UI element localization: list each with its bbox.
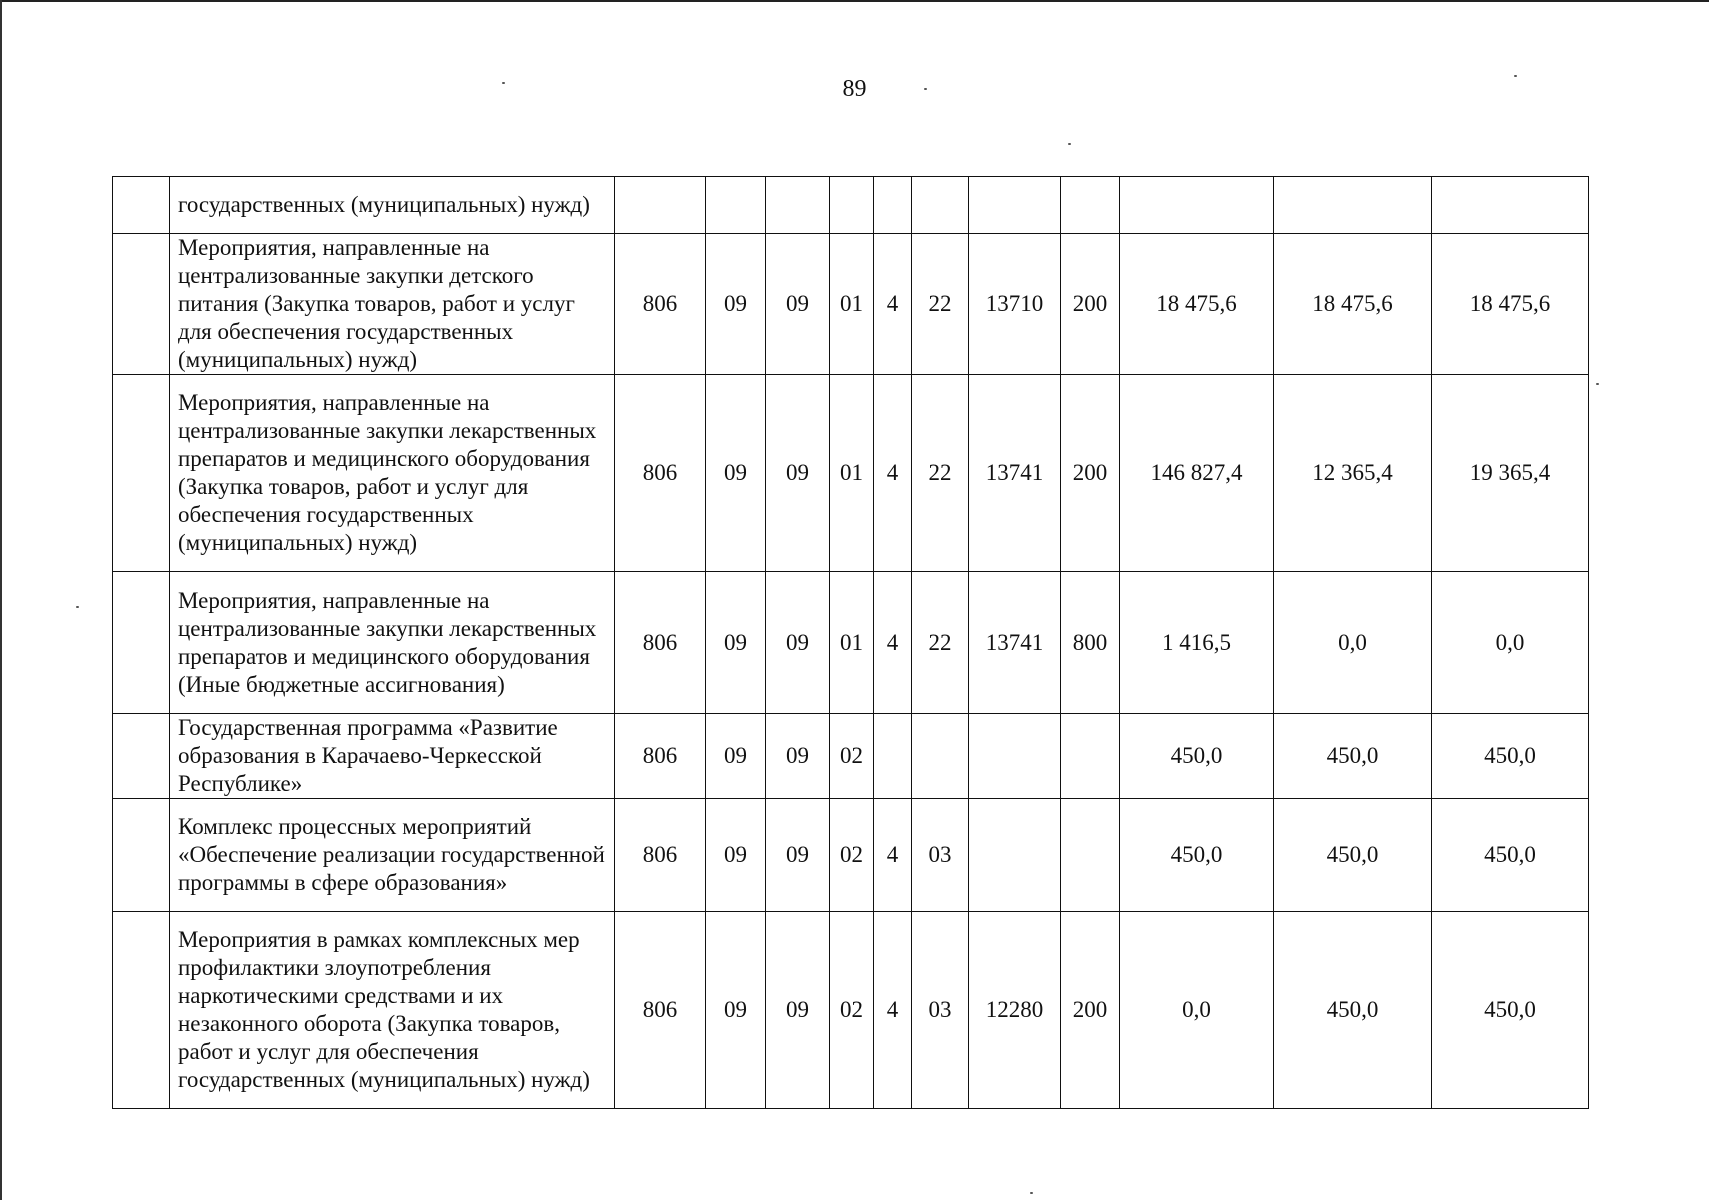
table-row [113, 799, 1589, 912]
code-ministry: 806 [615, 234, 706, 375]
code-program: 02 [830, 714, 874, 799]
code-subprogram [912, 714, 969, 799]
code-subsection [766, 177, 830, 234]
table-body [113, 177, 1589, 1109]
code-type: 4 [874, 234, 912, 375]
blank-cell [113, 572, 170, 714]
amount-year-3 [1432, 177, 1589, 234]
code-direction: 13741 [969, 375, 1061, 572]
table-row [113, 912, 1589, 1109]
code-expense-type [1061, 799, 1120, 912]
code-ministry: 806 [615, 375, 706, 572]
code-type: 4 [874, 572, 912, 714]
code-direction [969, 177, 1061, 234]
scan-speck [502, 82, 505, 84]
amount-year-2: 0,0 [1274, 572, 1432, 714]
scan-speck [1030, 1192, 1033, 1194]
scan-speck [924, 88, 927, 90]
code-expense-type: 200 [1061, 234, 1120, 375]
code-subsection: 09 [766, 572, 830, 714]
code-program: 01 [830, 375, 874, 572]
code-ministry: 806 [615, 714, 706, 799]
amount-year-2 [1274, 177, 1432, 234]
code-program: 02 [830, 912, 874, 1109]
amount-year-1: 18 475,6 [1120, 234, 1274, 375]
code-ministry: 806 [615, 799, 706, 912]
table-row [113, 177, 1589, 234]
amount-year-2: 450,0 [1274, 799, 1432, 912]
code-subsection: 09 [766, 234, 830, 375]
code-type: 4 [874, 799, 912, 912]
code-subprogram: 03 [912, 912, 969, 1109]
code-ministry: 806 [615, 572, 706, 714]
amount-year-3: 450,0 [1432, 714, 1589, 799]
code-ministry: 806 [615, 912, 706, 1109]
code-subprogram [912, 177, 969, 234]
code-program: 01 [830, 234, 874, 375]
amount-year-2: 18 475,6 [1274, 234, 1432, 375]
amount-year-1: 1 416,5 [1120, 572, 1274, 714]
scan-top-border [0, 0, 1709, 2]
page-number: 89 [842, 76, 867, 102]
code-subsection: 09 [766, 912, 830, 1109]
code-program: 02 [830, 799, 874, 912]
amount-year-3: 450,0 [1432, 799, 1589, 912]
code-subprogram: 03 [912, 799, 969, 912]
code-program [830, 177, 874, 234]
code-direction: 13710 [969, 234, 1061, 375]
code-section: 09 [706, 714, 766, 799]
amount-year-3: 450,0 [1432, 912, 1589, 1109]
expense-name: Мероприятия, направленные на централизованные закупки детского питания (Закупка товаров, работ и услуг для обеспечения государственных (муниципальных) нужд) [170, 234, 615, 375]
expense-name: Комплекс процессных мероприятий «Обеспечение реализации государственной программы в сфере образования» [170, 799, 615, 912]
scan-speck [1068, 143, 1071, 145]
table-row [113, 572, 1589, 714]
amount-year-1: 450,0 [1120, 799, 1274, 912]
blank-cell [113, 912, 170, 1109]
budget-table [112, 176, 1589, 1109]
code-program: 01 [830, 572, 874, 714]
code-direction [969, 799, 1061, 912]
code-expense-type: 800 [1061, 572, 1120, 714]
code-direction: 13741 [969, 572, 1061, 714]
amount-year-1: 0,0 [1120, 912, 1274, 1109]
code-type: 4 [874, 375, 912, 572]
code-expense-type: 200 [1061, 375, 1120, 572]
expense-name: Мероприятия, направленные на централизованные закупки лекарственных препаратов и медицинского оборудования (Иные бюджетные ассигнования) [170, 572, 615, 714]
code-section: 09 [706, 572, 766, 714]
code-section [706, 177, 766, 234]
blank-cell [113, 799, 170, 912]
blank-cell [113, 375, 170, 572]
blank-cell [113, 234, 170, 375]
amount-year-2: 450,0 [1274, 912, 1432, 1109]
code-direction: 12280 [969, 912, 1061, 1109]
amount-year-1 [1120, 177, 1274, 234]
code-section: 09 [706, 799, 766, 912]
code-subsection: 09 [766, 375, 830, 572]
code-subprogram: 22 [912, 234, 969, 375]
amount-year-3: 18 475,6 [1432, 234, 1589, 375]
code-subprogram: 22 [912, 375, 969, 572]
code-section: 09 [706, 912, 766, 1109]
table-row [113, 234, 1589, 375]
code-direction [969, 714, 1061, 799]
amount-year-1: 146 827,4 [1120, 375, 1274, 572]
expense-name: Мероприятия в рамках комплексных мер профилактики злоупотребления наркотическими средствами и их незаконного оборота (Закупка товаров, работ и услуг для обеспечения государственных (муниципальных) нужд) [170, 912, 615, 1109]
amount-year-3: 19 365,4 [1432, 375, 1589, 572]
amount-year-3: 0,0 [1432, 572, 1589, 714]
scan-speck [1596, 383, 1599, 385]
amount-year-2: 12 365,4 [1274, 375, 1432, 572]
amount-year-1: 450,0 [1120, 714, 1274, 799]
code-expense-type [1061, 177, 1120, 234]
code-subprogram: 22 [912, 572, 969, 714]
expense-name: Мероприятия, направленные на централизованные закупки лекарственных препаратов и медицинского оборудования (Закупка товаров, работ и услуг для обеспечения государственных (муниципальных) нужд) [170, 375, 615, 572]
code-subsection: 09 [766, 714, 830, 799]
code-subsection: 09 [766, 799, 830, 912]
code-expense-type: 200 [1061, 912, 1120, 1109]
code-section: 09 [706, 234, 766, 375]
blank-cell [113, 714, 170, 799]
scan-speck [1514, 75, 1517, 77]
expense-name: государственных (муниципальных) нужд) [170, 177, 615, 234]
amount-year-2: 450,0 [1274, 714, 1432, 799]
code-section: 09 [706, 375, 766, 572]
table-row [113, 375, 1589, 572]
expense-name: Государственная программа «Развитие образования в Карачаево-Черкесской Республике» [170, 714, 615, 799]
blank-cell [113, 177, 170, 234]
scan-speck [76, 606, 79, 608]
code-type [874, 177, 912, 234]
code-expense-type [1061, 714, 1120, 799]
code-type: 4 [874, 912, 912, 1109]
code-type [874, 714, 912, 799]
table-row [113, 714, 1589, 799]
code-ministry [615, 177, 706, 234]
scan-left-border [0, 0, 2, 1200]
